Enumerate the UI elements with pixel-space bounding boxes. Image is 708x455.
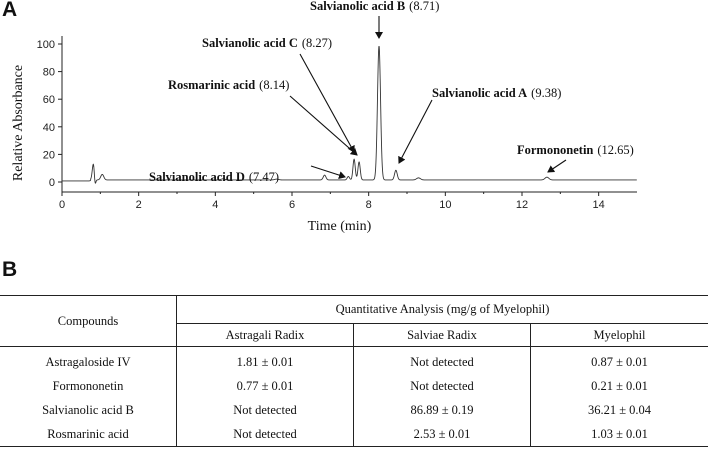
cell-value: 86.89 ± 0.19	[354, 398, 531, 422]
cell-compound: Astragaloside IV	[0, 350, 177, 374]
cell-value: 36.21 ± 0.04	[587, 402, 652, 417]
y-tick-label: 40	[42, 121, 55, 134]
table-row	[0, 374, 708, 398]
peak-name: Formononetin	[517, 143, 594, 157]
x-tick-label: 0	[58, 199, 66, 211]
y-axis-label: Relative Absorbance	[11, 64, 26, 182]
cell-compound: Formononetin	[0, 374, 177, 398]
peak-annotation-label	[517, 143, 634, 157]
annotation-layer	[149, 0, 634, 184]
cell-value: Not detected	[354, 350, 531, 374]
x-tick-label: 4	[212, 199, 219, 211]
peak-retention-time: (7.47)	[248, 170, 280, 184]
x-tick-label: 12	[515, 199, 529, 211]
cell-value: 0.77 ± 0.01	[177, 374, 354, 398]
peak-retention-time: (8.27)	[301, 36, 333, 50]
peak-annotation-arrow	[311, 166, 345, 177]
peak-retention-time: (12.65)	[597, 143, 634, 157]
y-tick-label: 20	[42, 149, 55, 162]
peak-retention-time: (8.14)	[259, 78, 290, 92]
y-tick-label: 100	[36, 39, 55, 51]
peak-name: Salvianolic acid D	[149, 170, 245, 184]
peak-annotation-arrow	[300, 54, 354, 152]
cell-value: Not detected	[177, 422, 354, 447]
cell-compound: Salvianolic acid B	[0, 398, 177, 422]
trace-layer	[62, 46, 637, 183]
header-myelophil: Myelophil	[593, 327, 646, 342]
y-tick-label: 60	[42, 94, 55, 107]
peak-name: Salvianolic acid C	[202, 36, 298, 50]
chart-axes	[37, 36, 637, 211]
header-quantitative-analysis: Quantitative Analysis (mg/g of Myelophil)	[335, 302, 550, 316]
cell-value: Not detected	[177, 398, 354, 422]
chromatogram-trace	[62, 46, 637, 183]
header-astragali-radix: Astragali Radix	[177, 324, 354, 347]
peak-annotation-arrow	[290, 96, 357, 155]
cell-value: Not detected	[354, 374, 531, 398]
peak-retention-time: (9.38)	[531, 86, 562, 100]
cell-value: 0.21 ± 0.01	[591, 378, 648, 393]
table-row	[0, 350, 708, 374]
peak-name: Salvianolic acid A	[432, 86, 528, 100]
cell-value: 1.03 ± 0.01	[531, 422, 708, 447]
cell-value: 1.81 ± 0.01	[177, 350, 354, 374]
peak-name: Rosmarinic acid	[168, 78, 256, 92]
x-tick-label: 14	[592, 199, 605, 211]
peak-annotation-label	[168, 78, 289, 92]
peak-annotation-label	[432, 86, 561, 100]
x-tick-label: 6	[288, 199, 296, 211]
table-row	[0, 398, 708, 422]
cell-compound: Rosmarinic acid	[0, 422, 177, 447]
x-tick-label: 10	[439, 199, 452, 211]
panel-label-a: A	[2, 0, 18, 21]
table-row	[0, 422, 708, 447]
y-tick-label: 0	[48, 177, 55, 189]
x-tick-label: 2	[135, 199, 142, 211]
peak-annotation-label	[202, 36, 332, 50]
x-axis-label: Time (min)	[307, 219, 372, 234]
peak-annotation-arrow	[399, 100, 432, 163]
peak-retention-time: (8.71)	[409, 0, 440, 13]
quantitative-table	[0, 295, 708, 447]
peak-annotation-arrow	[548, 160, 566, 172]
results-table	[0, 295, 708, 447]
x-tick-label: 8	[365, 199, 372, 211]
cell-value: 2.53 ± 0.01	[354, 422, 531, 447]
cell-value: 0.87 ± 0.01	[591, 354, 648, 369]
peak-name: Salvianolic acid B	[310, 0, 406, 13]
peak-annotation-label	[310, 0, 439, 13]
panel-label-b: B	[2, 258, 18, 281]
header-compounds: Compounds	[0, 296, 177, 347]
peak-annotation-label	[149, 170, 279, 184]
y-tick-label: 80	[42, 66, 55, 79]
header-salviae-radix: Salviae Radix	[354, 324, 531, 347]
